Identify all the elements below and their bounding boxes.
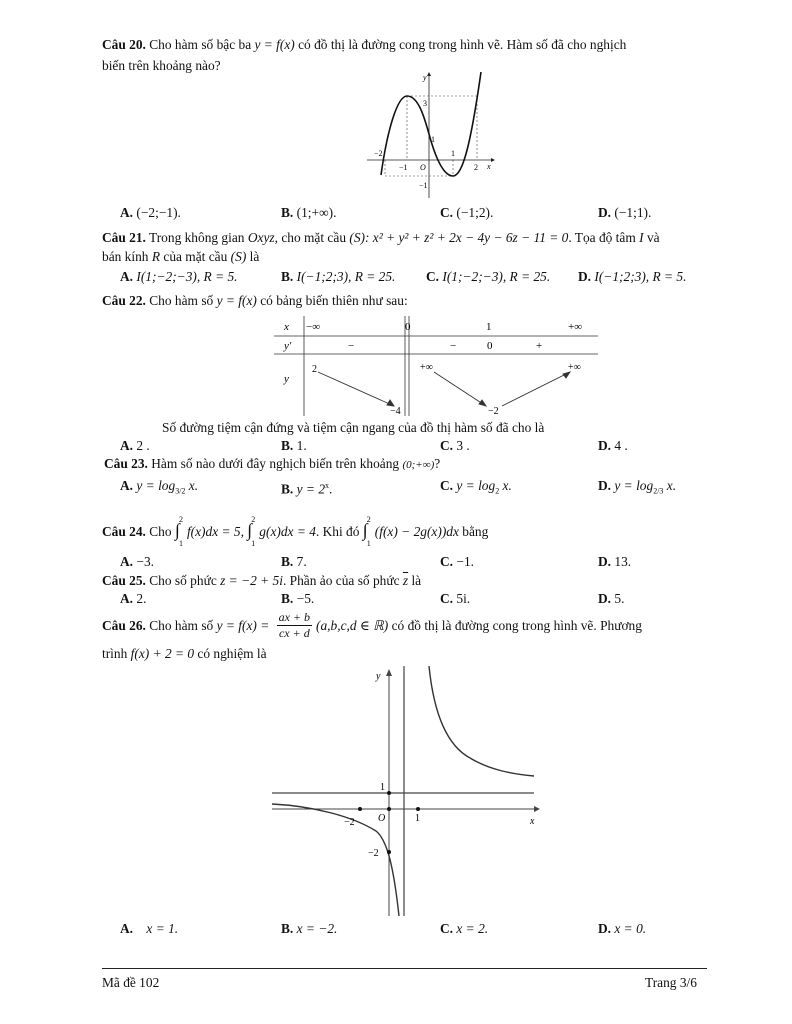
q25-answer-b[interactable]: B. −5. bbox=[281, 591, 315, 606]
q20-lbl-m2: −2 bbox=[374, 149, 383, 158]
svg-text:y: y bbox=[376, 671, 381, 682]
q22-line1: Câu 22. Cho hàm số y = f(x) có bảng biến thiên như sau: bbox=[102, 293, 408, 308]
q21-line2: bán kính R của mặt cầu (S) là bbox=[102, 249, 260, 264]
q24-answer-a[interactable]: A. −3. bbox=[120, 554, 154, 569]
svg-text:−∞: −∞ bbox=[306, 321, 321, 333]
q23-answer-a[interactable]: A. $y = \log_{3/2} x$. bbox=[120, 478, 199, 496]
q20-text2: có đồ thị là đường cong trong hình vẽ. Hàm số đã cho nghịch bbox=[294, 37, 627, 52]
q22-label: Câu 22. bbox=[102, 293, 146, 308]
q26-label: Câu 26. bbox=[102, 618, 146, 633]
svg-text:0: 0 bbox=[487, 340, 493, 352]
q20-lbl-o: O bbox=[420, 163, 426, 172]
q20-answer-b[interactable]: B. (1;+∞). bbox=[281, 205, 337, 220]
svg-text:y: y bbox=[284, 373, 289, 385]
svg-text:O: O bbox=[378, 813, 386, 824]
svg-text:+∞: +∞ bbox=[568, 362, 581, 373]
svg-text:1: 1 bbox=[486, 321, 492, 333]
q21-label: Câu 21. bbox=[102, 230, 146, 245]
q25-label: Câu 25. bbox=[102, 573, 146, 588]
svg-text:−4: −4 bbox=[390, 406, 401, 416]
q21-answer-a[interactable]: A. I(1;−2;−3), R = 5. bbox=[120, 269, 238, 284]
q26-line2: trình f(x) + 2 = 0 có nghiệm là bbox=[102, 646, 267, 661]
q20-lbl-ym1: −1 bbox=[419, 181, 428, 190]
svg-text:+: + bbox=[536, 340, 543, 352]
svg-text:1: 1 bbox=[380, 782, 385, 793]
svg-text:x: x bbox=[530, 816, 535, 827]
q20-lbl-m1: −1 bbox=[399, 163, 408, 172]
svg-text:1: 1 bbox=[415, 813, 420, 824]
footer-rule bbox=[102, 968, 707, 969]
q20-line2: biến trên khoảng nào? bbox=[102, 58, 221, 73]
q22-answer-a[interactable]: A. 2 . bbox=[120, 438, 150, 453]
q23-answer-b[interactable]: B. $y = 2^x$. bbox=[281, 481, 333, 497]
integral-symbol-3: ∫ 2 1 bbox=[362, 515, 371, 548]
q25-answer-d[interactable]: D. 5. bbox=[598, 591, 625, 606]
q23-label: Câu 23. bbox=[104, 456, 148, 471]
q25-line1: Câu 25. Cho số phức z = −2 + 5i. Phần ảo của số phức $\overline{z}$ là bbox=[102, 573, 422, 588]
q20-lbl-1x: 1 bbox=[451, 149, 455, 158]
q20-func: y = f(x) bbox=[254, 37, 295, 52]
q22-answer-b[interactable]: B. 1. bbox=[281, 438, 307, 453]
q24-answer-d[interactable]: D. 13. bbox=[598, 554, 632, 569]
q26-line1: Câu 26. Cho hàm số y = f(x) = $\frac{ax + b}{cx + d}$ (a,b,c,d ∈ ℝ) có đồ thị là đường cong trong hình vẽ. Phương bbox=[102, 610, 642, 640]
q21-line1: Câu 21. Trong không gian Oxyz, cho mặt cầu (S): x² + y² + z² + 2x − 4y − 6z − 11 = 0. Tọa độ tâm I và bbox=[102, 230, 660, 245]
q20-lbl-y: y bbox=[423, 73, 427, 82]
q20-lbl-x: x bbox=[487, 162, 491, 171]
q22-answer-c[interactable]: C. 3 . bbox=[440, 438, 470, 453]
svg-text:+∞: +∞ bbox=[568, 321, 583, 333]
exam-code: Mã đề 102 bbox=[102, 975, 160, 990]
q20-lbl-2: 2 bbox=[474, 163, 478, 172]
q25-answer-a[interactable]: A. 2. bbox=[120, 591, 147, 606]
integral-symbol-2: ∫ 2 1 bbox=[247, 515, 256, 548]
q24-label: Câu 24. bbox=[102, 524, 146, 539]
q20-label: Câu 20. bbox=[102, 37, 146, 52]
svg-text:+∞: +∞ bbox=[420, 362, 433, 373]
q20-lbl-1: 1 bbox=[431, 135, 435, 144]
svg-text:−2: −2 bbox=[344, 817, 355, 828]
q20-answer-d[interactable]: D. (−1;1). bbox=[598, 205, 652, 220]
svg-text:−2: −2 bbox=[488, 406, 499, 416]
q23-answer-d[interactable]: D. $y = \log_{2/3} x$. bbox=[598, 478, 677, 496]
q26-hyperbola-graph bbox=[272, 666, 542, 916]
q20-lbl-3: 3 bbox=[423, 99, 427, 108]
q24-answer-b[interactable]: B. 7. bbox=[281, 554, 307, 569]
svg-text:−: − bbox=[348, 340, 355, 352]
svg-text:y': y' bbox=[284, 340, 292, 352]
svg-text:−: − bbox=[450, 340, 457, 352]
svg-text:0: 0 bbox=[405, 321, 411, 333]
q23-answer-c[interactable]: C. $y = \log_2 x$. bbox=[440, 478, 512, 496]
q20-text1: Cho hàm số bậc ba bbox=[145, 37, 255, 52]
q21-answer-d[interactable]: D. I(−1;2;3), R = 5. bbox=[578, 269, 687, 284]
svg-text:x: x bbox=[284, 321, 289, 333]
q20-line1 bbox=[102, 36, 626, 54]
integral-symbol-1: ∫ 2 1 bbox=[174, 515, 183, 548]
q20-cubic-graph bbox=[365, 72, 495, 200]
svg-text:−2: −2 bbox=[368, 848, 379, 859]
q22-question: Số đường tiệm cận đứng và tiệm cận ngang của đồ thị hàm số đã cho là bbox=[162, 420, 545, 435]
svg-text:2: 2 bbox=[312, 364, 317, 375]
q20-answer-c[interactable]: C. (−1;2). bbox=[440, 205, 494, 220]
q21-answer-b[interactable]: B. I(−1;2;3), R = 25. bbox=[281, 269, 396, 284]
q26-answer-a[interactable]: A. x = 1. bbox=[120, 921, 179, 936]
q26-answer-c[interactable]: C. x = 2. bbox=[440, 921, 489, 936]
q26-right-branch bbox=[429, 666, 534, 776]
q26-answer-b[interactable]: B. x = −2. bbox=[281, 921, 338, 936]
q22-answer-d[interactable]: D. 4 . bbox=[598, 438, 628, 453]
q23-line1: Câu 23. Hàm số nào dưới đây nghịch biến trên khoảng (0;+∞)? bbox=[104, 456, 441, 471]
q26-answer-d[interactable]: D. x = 0. bbox=[598, 921, 647, 936]
q21-answer-c[interactable]: C. I(1;−2;−3), R = 25. bbox=[426, 269, 551, 284]
q26-fraction: $\frac{ax + b}{cx + d}$ bbox=[278, 610, 311, 640]
q24-line1: Câu 24. Cho ∫ 2 1 f(x)dx = 5, ∫ 2 1 g(x)dx = 4. Khi đó ∫ 2 1 (f(x) − 2g(x))dx bằng bbox=[102, 515, 489, 548]
q25-answer-c[interactable]: C. 5i. bbox=[440, 591, 471, 606]
q22-variation-table bbox=[274, 316, 598, 416]
q24-answer-c[interactable]: C. −1. bbox=[440, 554, 474, 569]
q20-answer-a[interactable]: A. (−2;−1). bbox=[120, 205, 181, 220]
page-number: Trang 3/6 bbox=[645, 975, 697, 990]
